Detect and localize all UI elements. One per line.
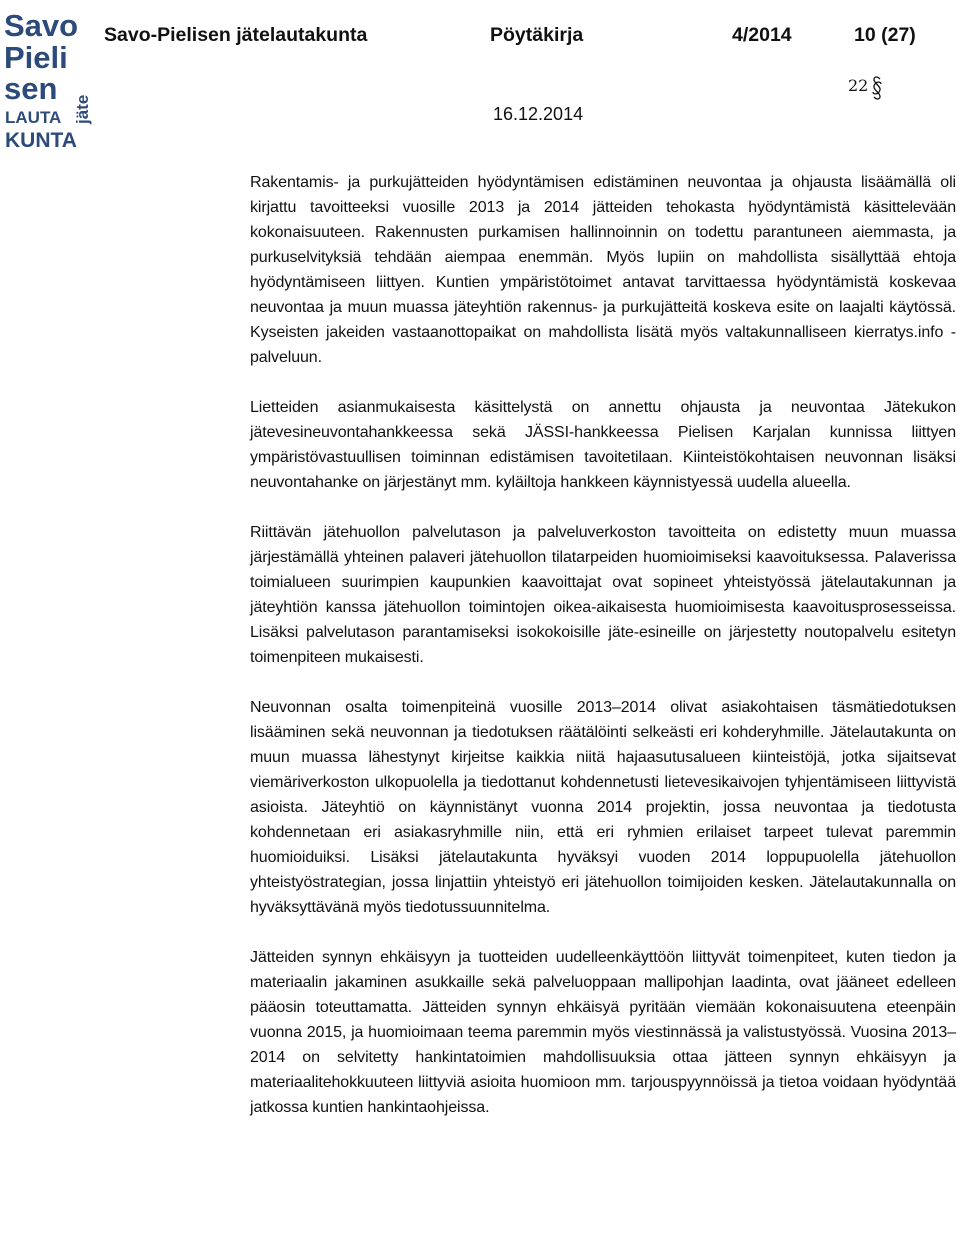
logo-text-savo: Savo [4, 8, 79, 43]
page-number: 10 (27) [854, 24, 916, 46]
paragraph-3: Riittävän jätehuollon palvelutason ja palveluverkoston tavoitteita on edistetty muun muassa järjestämällä yhteinen palaveri jätehuollon tilatarpeiden huomioimiseksi kaavoituksessa. Palaverissa toimialueen suurimpien kaupunkien kaavoittajat ovat sopineet yhteistyössä jätelautakunnan ja jäteyhtiön kanssa jätehuollon toimintojen oikea-aikaisesta huomioimisesta kaavoitusprosesseissa. Lisäksi palvelutason parantamiseksi isokokoisille jäte-esineille on järjestetty noutopalvelu esitetyn toimenpiteen mukaisesti. [250, 524, 956, 666]
paragraph-2: Lietteiden asianmukaisesta käsittelystä on annettu ohjausta ja neuvontaa Jätekukon jätevesineuvontahankkeessa sekä JÄSSI-hankkeessa Pielisen Karjalan kunnissa liittyen ympäristövastuullisen toiminnan edistämisen tavoitetilaan. Kiinteistökohtaisen neuvonnan lisäksi neuvontahanke on järjestänyt mm. kyläiltoja hankkeen käynnistyessä uudella alueella. [250, 399, 956, 491]
meeting-date: 16.12.2014 [493, 104, 584, 124]
paragraph-5: Jätteiden synnyn ehkäisyyn ja tuotteiden uudelleenkäyttöön liittyvät toimenpiteet, kuten tiedon ja materiaalin jakaminen asukkaille sekä palveluoppaan mallipohjan laadinta, ovat jääneet edelleen pääosin toteuttamatta. Jätteiden synnyn ehkäisyä pyritään viemään kokonaisuutena eteenpäin vuonna 2015, ja huomioimaan teema paremmin myös viestinnässä ja valistustyössä. Vuosina 2013–2014 on selvitetty hankintatoimien mahdollisuuksia ottaa jätteen synnyn ehkäisyyn ja materiaalitehokkuuteen liittyviä asioita huomioon mm. tarjouspyynnöissä ja tietoa voidaan hyödyntää jatkossa kuntien hankintaohjeissa. [250, 949, 956, 1116]
document-body [250, 170, 956, 1145]
logo-text-sen: sen [4, 71, 58, 106]
logo-text-pieli: Pieli [4, 40, 68, 75]
paragraph-1: Rakentamis- ja purkujätteiden hyödyntämisen edistäminen neuvontaa ja ohjausta lisäämällä oli kirjattu tavoitteeksi vuosille 2013 ja 2014 jätteiden tehokasta hyödyntämistä käsittelevään kokonaisuuteen. Rakennusten purkamisen hallinnoinnin on todettu parantuneen aiemmasta, ja purkuselvityksiä tehdään aiempaa enemmän. Myös lupiin on mahdollista sisällyttää ehtoja hyödyntämiseen liittyen. Kuntien ympäristötoimet antavat tarvittaessa hyödyntämistä koskevaa neuvontaa ja muun muassa jäteyhtiön rakennus- ja purkujätteitä koskeva esite on laajalti käytössä. Kyseisten jakeiden vastaanottopaikat on mahdollista lisätä myös valtakunnalliseen kierratys.info -palveluun. [250, 174, 956, 366]
paragraph-4: Neuvonnan osalta toimenpiteinä vuosille 2013–2014 olivat asiakohtaisen täsmätiedotuksen lisääminen sekä neuvonnan ja tiedotuksen räätälöinti selkeästi eri kohderyhmille. Jätelautakunta on muun muassa lähestynyt kirjeitse kaikkia niitä hajaasutusalueen kiinteistöjä, jotka sijaitsevat viemäriverkoston ulkopuolella ja tiedottanut kohdennetusti lietevesikaivojen tyhjentämiseen liittyvistä asioista. Jäteyhtiö on käynnistänyt vuonna 2014 projektin, jossa neuvontaa ja tiedotusta kohdennetaan eri asiakasryhmille niin, että eri ryhmien erilaiset tarpeet tulevat paremmin huomioiduiksi. Lisäksi jätelautakunta hyväksyi vuoden 2014 loppupuolella jätehuollon yhteistyöstrategian, jossa linjattiin yhteistyö eri jätehuollon toimijoiden kesken. Jätelautakunnalla on hyväksyttävänä myös tiedotussuunnitelma. [250, 699, 956, 916]
logo-text-lauta: LAUTA [5, 108, 62, 127]
organization-name: Savo-Pielisen jätelautakunta [104, 24, 368, 46]
document-number: 4/2014 [732, 24, 792, 46]
document-header [104, 24, 920, 54]
document-type: Pöytäkirja [490, 24, 584, 46]
section-number: 22 [848, 76, 869, 95]
logo-text-jate: jäte [73, 94, 92, 124]
section-sign-icon [870, 74, 884, 102]
organization-logo [4, 6, 96, 156]
logo-text-kunta: KUNTA [5, 129, 77, 152]
